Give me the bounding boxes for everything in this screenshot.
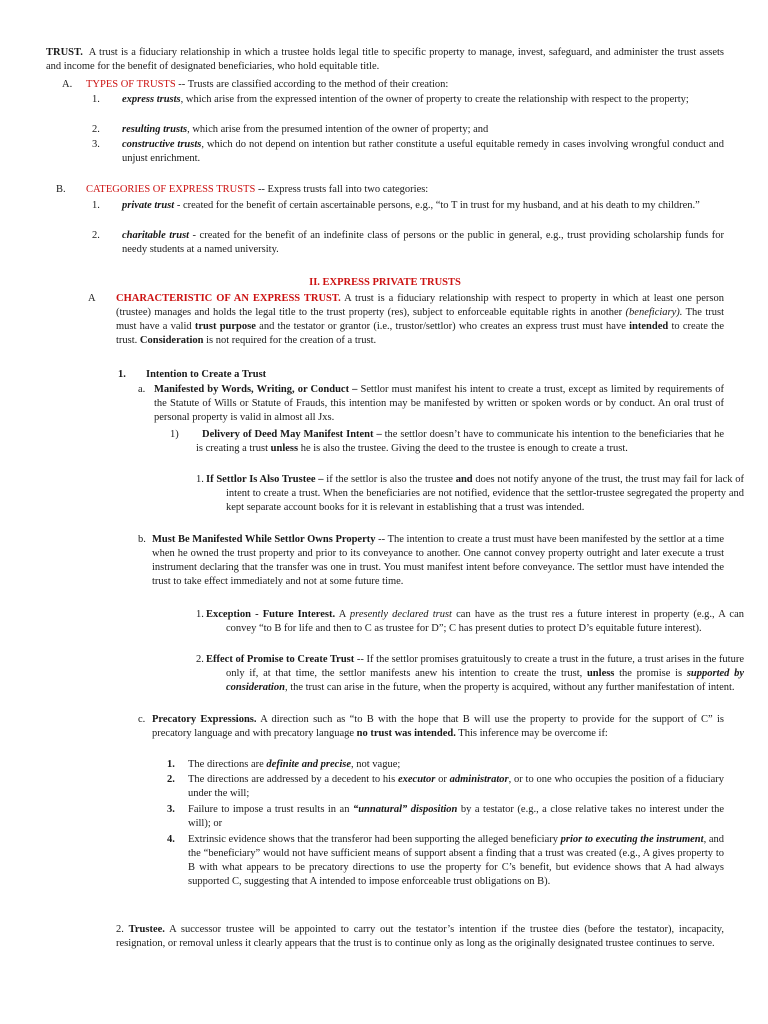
precatory-2-t3: or: [435, 774, 450, 785]
category-item-1: [122, 199, 724, 213]
type-item-3: [122, 138, 724, 166]
characteristic-t6: intended: [629, 321, 669, 332]
precatory-4-t1: Extrinsic evidence shows that the transferor had been supporting the alleged beneficiary: [188, 834, 561, 845]
intro-paragraph: [46, 46, 724, 74]
settlor-trustee-t1: if the settlor is also the trustee: [323, 474, 456, 485]
precatory-2-t4: administrator: [449, 774, 509, 785]
settlor-trustee-title: If Settlor Is Also Trustee –: [206, 474, 324, 485]
promise-t2: unless: [586, 668, 615, 679]
precatory-4-t2: prior to executing the instrument: [560, 834, 704, 845]
category-item-2: [122, 229, 724, 257]
precatory-1-num: 1.: [167, 759, 175, 770]
section-a-title: TYPES OF TRUSTS: [86, 79, 176, 90]
characteristic-paragraph: [116, 292, 724, 348]
precatory-1-t2: definite and precise: [266, 759, 351, 770]
type-1-term: express trusts: [122, 94, 181, 105]
precatory-3-t1: Failure to impose a trust results in an: [188, 804, 353, 815]
characteristic-t4: trust purpose: [194, 321, 256, 332]
promise-marker: 2.: [196, 654, 204, 665]
characteristic-t8: Consideration: [139, 335, 204, 346]
precatory-3-t3: by a testator (e.g., a close relative takes no interest under the will); or: [188, 804, 725, 829]
manifested-text: Settlor must manifest his intent to create a trust, except as limited by requirements of the Statute of Wills or Statute of Frauds, this intention may be manifested by written or spoken words or by conduct. An oral trust of personal property is valid in almost all Jxs.: [154, 384, 724, 423]
trustee-marker: 2.: [116, 924, 124, 935]
exception-t1: A: [335, 609, 350, 620]
promise-t5: , the trust can arise in the future, when the property is acquired, without any further manifestation of intent.: [284, 682, 735, 693]
characteristic-t1: A trust is a fiduciary relationship with respect to property in which at least one person (trustee) manages and holds the legal title to the trust property (res), subject to enforceable equitable rights in another: [116, 293, 724, 318]
exception-title: Exception - Future Interest.: [206, 609, 336, 620]
settlor-trustee-t2: and: [455, 474, 473, 485]
promise-t3: the promise is: [614, 668, 687, 679]
section-a-marker: A.: [62, 79, 73, 90]
manifested-marker: a.: [138, 384, 146, 395]
type-1-num: 1.: [92, 94, 100, 105]
precatory-2-t1: The directions are addressed by a decedent to his: [188, 774, 398, 785]
trustee-text: A successor trustee will be appointed to carry out the testator’s intention if the trustee dies (before the testator), incapacity, resignation, or removal unless it clearly appears that the trust is to continue only as long as the originally designated trustee continues to serve.: [116, 924, 724, 949]
must-manifest-title: Must Be Manifested While Settlor Owns Property: [152, 534, 376, 545]
type-item-2: [122, 123, 724, 137]
section-a-text: -- Trusts are classified according to the method of their creation:: [178, 79, 449, 90]
must-manifest-marker: b.: [138, 534, 146, 545]
section-ii-title: II. EXPRESS PRIVATE TRUSTS: [309, 277, 461, 288]
exception-t3: can have as the trust res a future interest in property (e.g., A can convey “to B for life and then to C as trustee for D”; C has present duties to protect D’s equitable future interest).: [226, 609, 745, 634]
precatory-2-t2: executor: [397, 774, 436, 785]
section-b-title: CATEGORIES OF EXPRESS TRUSTS: [86, 184, 256, 195]
category-1-text: - created for the benefit of certain ascertainable persons, e.g., “to T in trust for my husband, and at his death to my children.”: [174, 200, 700, 211]
precatory-item-3: [188, 803, 724, 831]
settlor-trustee-paragraph: [206, 473, 744, 515]
promise-title: Effect of Promise to Create Trust: [206, 654, 355, 665]
type-item-1: [122, 93, 724, 107]
characteristic-title: CHARACTERISTIC OF AN EXPRESS TRUST.: [116, 293, 341, 304]
must-manifest-text: -- The intention to create a trust must have been manifested by the settlor at a time when he owned the trust property and prior to its conveyance to another. One cannot convey property outright and later execute a trust instrument declaring that the transfer was one in trust. You must manifest intent before conveyance. The settlor must have intended the trust to take effect immediately and not at some future time.: [152, 534, 724, 587]
delivery-title: Delivery of Deed May Manifest Intent –: [202, 429, 382, 440]
manifested-paragraph: [154, 383, 724, 425]
type-2-term: resulting trusts: [122, 124, 188, 135]
type-2-text: , which arise from the presumed intention of the owner of property; and: [187, 124, 489, 135]
characteristic-t7: to create the trust.: [116, 321, 725, 346]
precatory-t3: This inference may be overcome if:: [455, 728, 608, 739]
intro-text: A trust is a fiduciary relationship in which a trustee holds legal title to specific property to manage, invest, safeguard, and administer the trust assets and income for the benefit of designated beneficiaries, who hold equitable title.: [46, 47, 724, 72]
precatory-title: Precatory Expressions.: [152, 714, 257, 725]
settlor-trustee-marker: 1.: [196, 474, 204, 485]
characteristic-t3: The trust must have a valid: [116, 307, 724, 332]
section-b-marker: B.: [56, 184, 66, 195]
intro-heading: TRUST.: [46, 47, 83, 58]
category-1-num: 1.: [92, 200, 100, 211]
settlor-trustee-t3: does not notify anyone of the trust, the trust may fail for lack of intent to create a trust. When the beneficiaries are not notified, evidence that the settlor-trustee segregated the property and kept separate account books for it is relevant in establishing that a trust was intended.: [226, 474, 744, 513]
type-1-text: , which arise from the expressed intention of the owner of property to create the relationship with respect to the property;: [180, 94, 689, 105]
precatory-paragraph: [152, 713, 724, 741]
characteristic-t5: and the testator or grantor (i.e., trustor/settlor) who creates an express trust must have: [255, 321, 630, 332]
intention-marker: 1.: [118, 369, 126, 380]
category-1-term: private trust: [122, 200, 175, 211]
exception-marker: 1.: [196, 609, 204, 620]
precatory-t2: no trust was intended.: [356, 728, 456, 739]
category-2-term: charitable trust: [122, 230, 190, 241]
category-2-text: - created for the benefit of an indefinite class of persons or the public in general, e.g., trust providing scholarship funds for needy students at a named university.: [122, 230, 724, 255]
delivery-marker: 1): [170, 429, 179, 440]
characteristic-marker: A: [88, 293, 96, 304]
precatory-2-t5: , or to one who occupies the position of a fiduciary under the will;: [188, 774, 724, 799]
precatory-t1: A direction such as “to B with the hope that B will use the property to provide for the support of C” is precatory language and with precatory language: [152, 714, 724, 739]
must-manifest-paragraph: [152, 533, 724, 589]
precatory-2-num: 2.: [167, 774, 175, 785]
precatory-item-4: [188, 833, 724, 889]
type-3-num: 3.: [92, 139, 100, 150]
type-2-num: 2.: [92, 124, 100, 135]
precatory-4-num: 4.: [167, 834, 175, 845]
manifested-title: Manifested by Words, Writing, or Conduct –: [154, 384, 358, 395]
characteristic-t9: is not required for the creation of a trust.: [203, 335, 377, 346]
precatory-3-num: 3.: [167, 804, 175, 815]
precatory-1-t1: The directions are: [188, 759, 267, 770]
exception-paragraph: [206, 608, 744, 636]
precatory-item-1: [188, 758, 724, 772]
trustee-paragraph: [116, 923, 724, 951]
precatory-3-t2: “unnatural” disposition: [352, 804, 458, 815]
intention-title: Intention to Create a Trust: [146, 369, 267, 380]
section-b-text: -- Express trusts fall into two categories:: [257, 184, 429, 195]
type-3-text: , which do not depend on intention but rather constitute a useful equitable remedy in cases involving wrongful conduct and unjust enrichment.: [122, 139, 724, 164]
precatory-item-2: [188, 773, 724, 801]
promise-t4: supported by consideration: [226, 668, 744, 693]
delivery-t2: unless: [270, 443, 299, 454]
section-b-heading: [86, 183, 726, 197]
precatory-marker: c.: [138, 714, 146, 725]
exception-t2: presently declared trust: [349, 609, 452, 620]
precatory-4-t3: , and the “beneficiary” would not have sufficient means of support absent a finding that a trust was created (e.g., A gives property to B with what appears to be precatory directions to use the property for C’s benefit, but evidence shows that A had always supported C, suggesting that A intended to impose enforceable trust obligations on B).: [188, 834, 724, 887]
trustee-title: Trustee.: [128, 924, 165, 935]
delivery-paragraph: [196, 428, 724, 456]
promise-paragraph: [206, 653, 744, 695]
type-3-term: constructive trusts: [122, 139, 202, 150]
characteristic-t2: (beneficiary).: [625, 307, 683, 318]
promise-t1: -- If the settlor promises gratuitously to create a trust in the future, a trust arises in the future only if, at that time, the settlor manifests anew his intention to create the trust,: [226, 654, 744, 679]
precatory-1-t3: , not vague;: [351, 759, 401, 770]
section-a-heading: [86, 78, 726, 92]
category-2-num: 2.: [92, 230, 100, 241]
delivery-t3: he is also the trustee. Giving the deed to the trustee is enough to create a trust.: [298, 443, 628, 454]
delivery-t1: the settlor doesn’t have to communicate his intention to the beneficiaries that he is creating a trust: [196, 429, 724, 454]
